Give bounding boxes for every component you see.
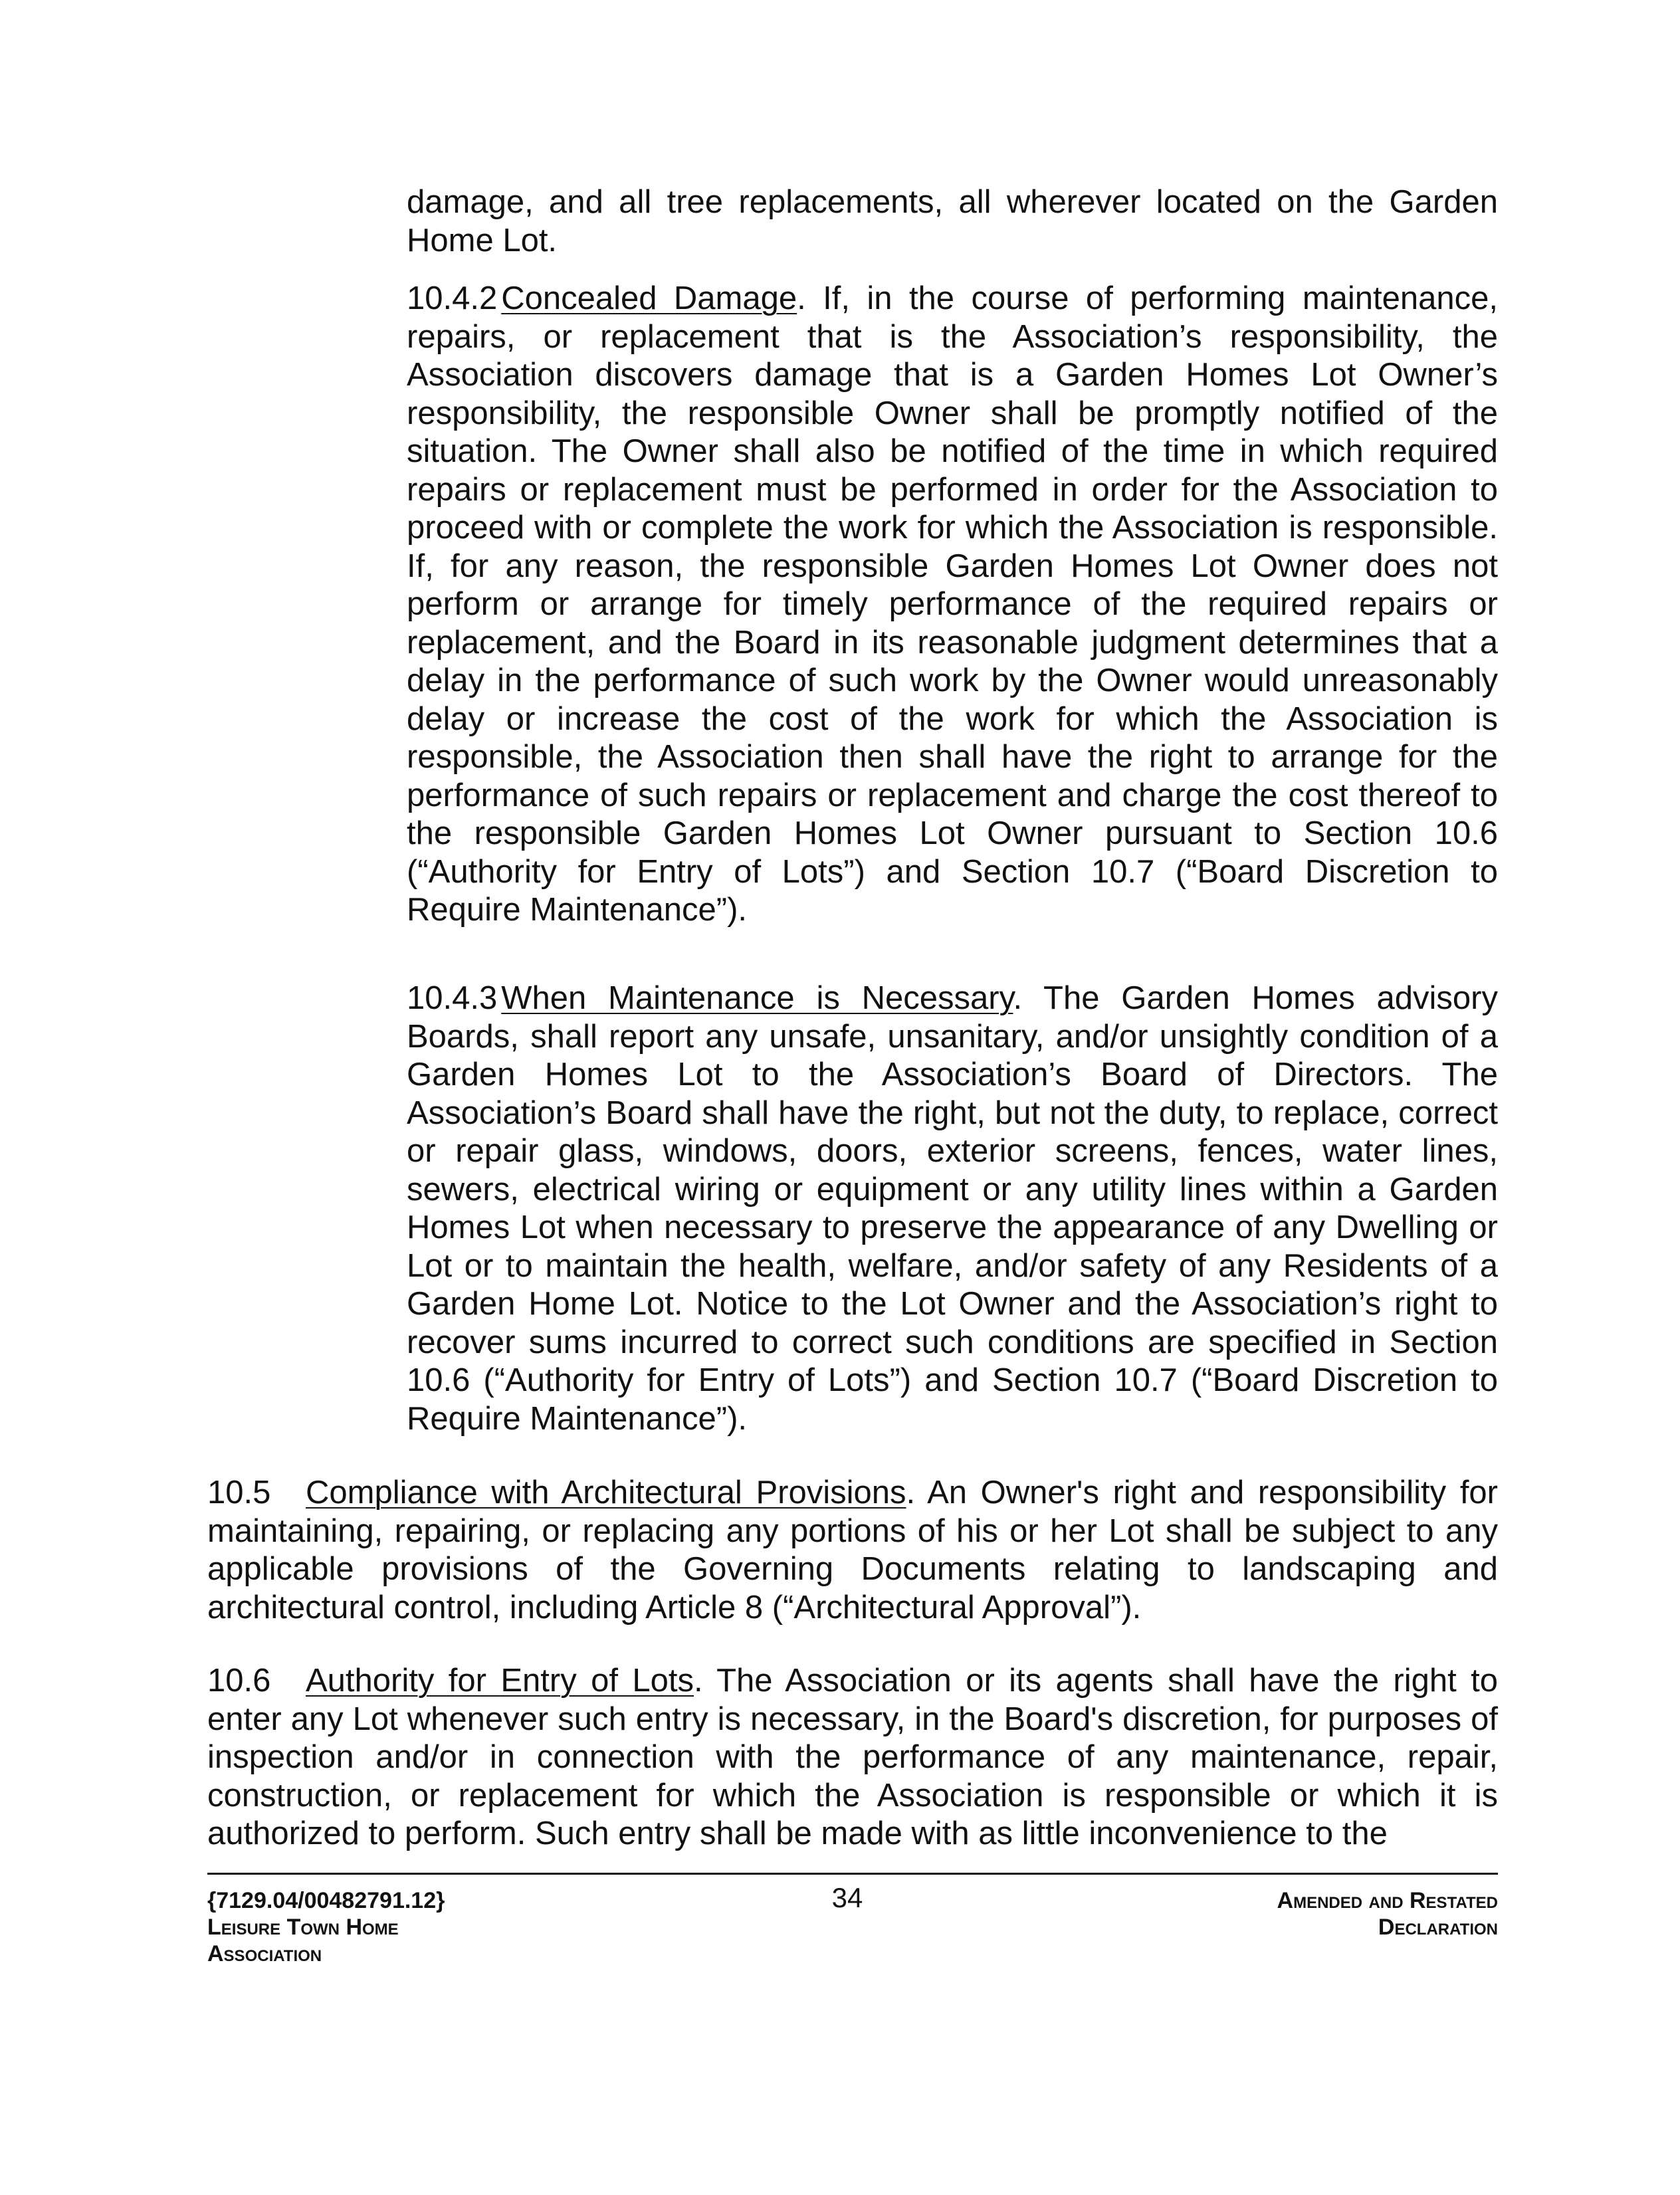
footer-title-line2: Declaration <box>1378 1915 1498 1940</box>
section-number: 10.6 <box>207 1663 271 1699</box>
section-text: . The Garden Homes advisory Boards, shall report any unsafe, unsanitary, and/or unsightly condition of a Garden Homes Lot to the Association’s Board of Directors. The Association’s Board shall have the right, but not the duty, to replace, correct or repair glass, windows, doors, exterior screens, fences, water lines, sewers, electrical wiring or equipment or any utility lines within a Garden Homes Lot when necessary to preserve the appearance of any Dwelling or Lot or to maintain the health, welfare, and/or safety of any Residents of a Garden Home Lot. Notice to the Lot Owner and the Association’s right to recover sums incurred to correct such conditions are specified in Section 10.6 (“Authority for Entry of Lots”) and Section 10.7 (“Board Discretion to Require Maintenance”). <box>407 980 1498 1437</box>
section-10-4-3 <box>407 980 1498 1438</box>
section-text: . The Association or its agents shall have the right to enter any Lot whenever such entry is necessary, in the Board's discretion, for purposes of inspection and/or in connection with the performance of any maintenance, repair, construction, or replacement for which the Association is responsible or which it is authorized to perform. Such entry shall be made with as little inconvenience to the <box>207 1663 1498 1851</box>
section-number: 10.5 <box>207 1475 271 1511</box>
section-number: 10.4.2 <box>407 280 498 316</box>
section-heading: Concealed Damage <box>501 280 797 316</box>
page-number: 34 <box>831 1882 863 1913</box>
section-number: 10.4.3 <box>407 980 498 1016</box>
section-heading: When Maintenance is Necessary <box>501 980 1013 1016</box>
section-10-6 <box>207 1662 1498 1853</box>
continuation-paragraph <box>407 183 1498 260</box>
section-text: . If, in the course of performing maintenance, repairs, or replacement that is the Association’s responsibility, the Association discovers damage that is a Garden Homes Lot Owner’s responsibility, the responsible Owner shall be promptly notified of the situation. The Owner shall also be notified of the time in which required repairs or replacement must be performed in order for the Association to proceed with or complete the work for which the Association is responsible. If, for any reason, the responsible Garden Homes Lot Owner does not perform or arrange for timely performance of the required repairs or replacement, and the Board in its reasonable judgment determines that a delay in the performance of such work by the Owner would unreasonably delay or increase the cost of the work for which the Association is responsible, the Association then shall have the right to arrange for the performance of such repairs or replacement and charge the cost thereof to the responsible Garden Homes Lot Owner pursuant to Section 10.6 (“Authority for Entry of Lots”) and Section 10.7 (“Board Discretion to Require Maintenance”). <box>407 280 1499 928</box>
footer-divider <box>207 1873 1498 1875</box>
section-10-5 <box>207 1474 1498 1627</box>
footer-left <box>207 1887 445 1967</box>
section-text: . An Owner's right and responsibility for maintaining, repairing, or replacing any portions of his or her Lot shall be subject to any applicable provisions of the Governing Documents relating to landscaping and architectural control, including Article 8 (“Architectural Approval”). <box>207 1475 1499 1625</box>
continuation-text: damage, and all tree replacements, all wherever located on the Garden Home Lot. <box>407 184 1498 259</box>
footer-org-line2: Association <box>207 1941 322 1966</box>
footer-org-line1: Leisure Town Home <box>207 1915 399 1940</box>
section-heading: Compliance with Architectural Provisions <box>306 1475 906 1511</box>
footer-title-line1: Amended and Restated <box>1277 1888 1498 1913</box>
footer-right <box>1277 1887 1498 1940</box>
section-heading: Authority for Entry of Lots <box>306 1663 694 1699</box>
section-10-4-2 <box>407 280 1498 930</box>
footer-doc-id: {7129.04/00482791.12} <box>207 1888 445 1913</box>
